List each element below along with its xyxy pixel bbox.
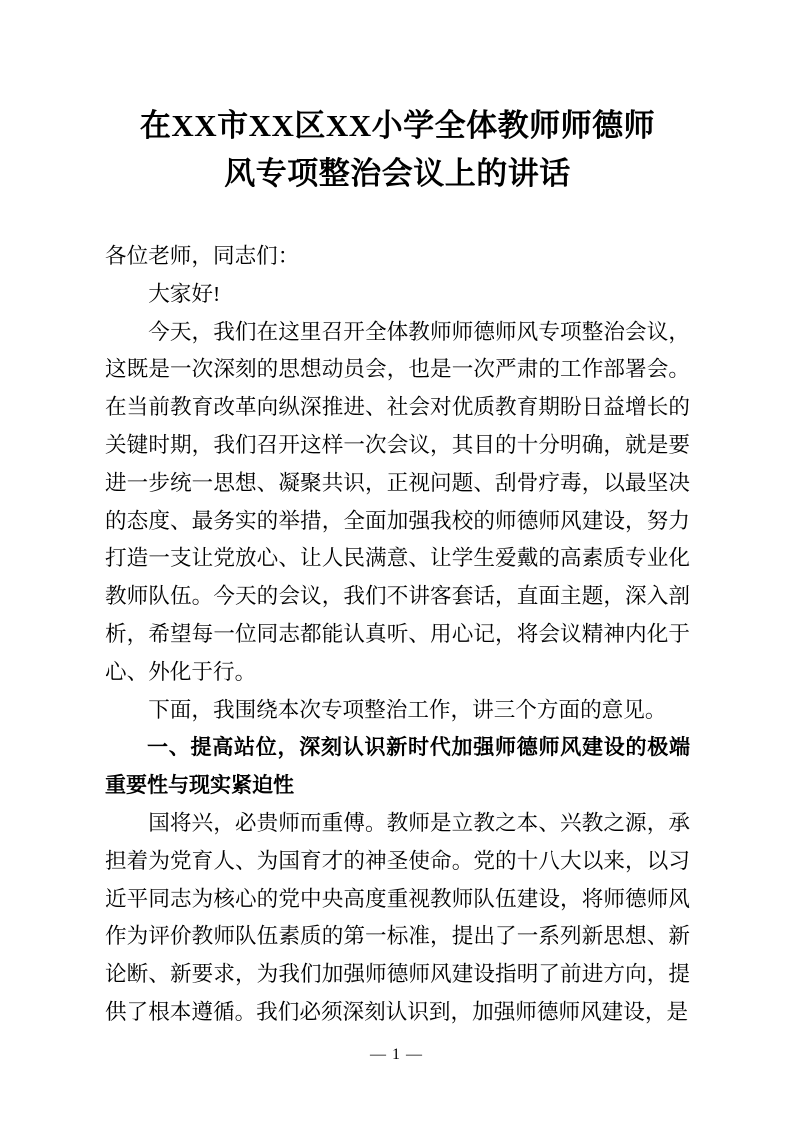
section-1-paragraph: 国将兴，必贵师而重傅。教师是立教之本、兴教之源，承担着为党育人、为国育才的神圣使命。党的十八大以来，以习近平同志为核心的党中央高度重视教师队伍建设，将师德师风作为评价教师队伍素质的第一标准，提出了一系列新思想、新论断、新要求，为我们加强师德师风建设指明了前进方向，提供了根本遵循。我们必须深刻认识到，加强师德师风建设，是 xyxy=(105,810,690,1024)
section-heading-1: 一、提高站位，深刻认识新时代加强师德师风建设的极端重要性与现实紧迫性 xyxy=(105,736,690,798)
title-line-2: 风专项整治会议上的讲话 xyxy=(224,156,571,191)
greeting-line: 大家好! xyxy=(148,281,221,306)
transition-paragraph: 下面，我围绕本次专项整治工作，讲三个方面的意见。 xyxy=(148,697,667,722)
salutation-line: 各位老师，同志们： xyxy=(105,244,300,268)
document-body xyxy=(105,238,690,1032)
document-title xyxy=(105,102,690,198)
opening-paragraph: 今天，我们在这里召开全体教师师德师风专项整治会议，这既是一次深刻的思想动员会，也是一次严肃的工作部署会。在当前教育改革向纵深推进、社会对优质教育期盼日益增长的关键时期，我们召开这样一次会议，其目的十分明确，就是要进一步统一思想、凝聚共识，正视问题、刮骨疗毒，以最坚决的态度、最务实的举措，全面加强我校的师德师风建设，努力打造一支让党放心、让人民满意、让学生爱戴的高素质专业化教师队伍。今天的会议，我们不讲客套话，直面主题，深入剖析，希望每一位同志都能认真听、用心记，将会议精神内化于心、外化于行。 xyxy=(105,319,690,684)
title-line-1: 在XX市XX区XX小学全体教师师德师 xyxy=(139,108,656,143)
page-number: — 1 — xyxy=(370,1046,423,1063)
